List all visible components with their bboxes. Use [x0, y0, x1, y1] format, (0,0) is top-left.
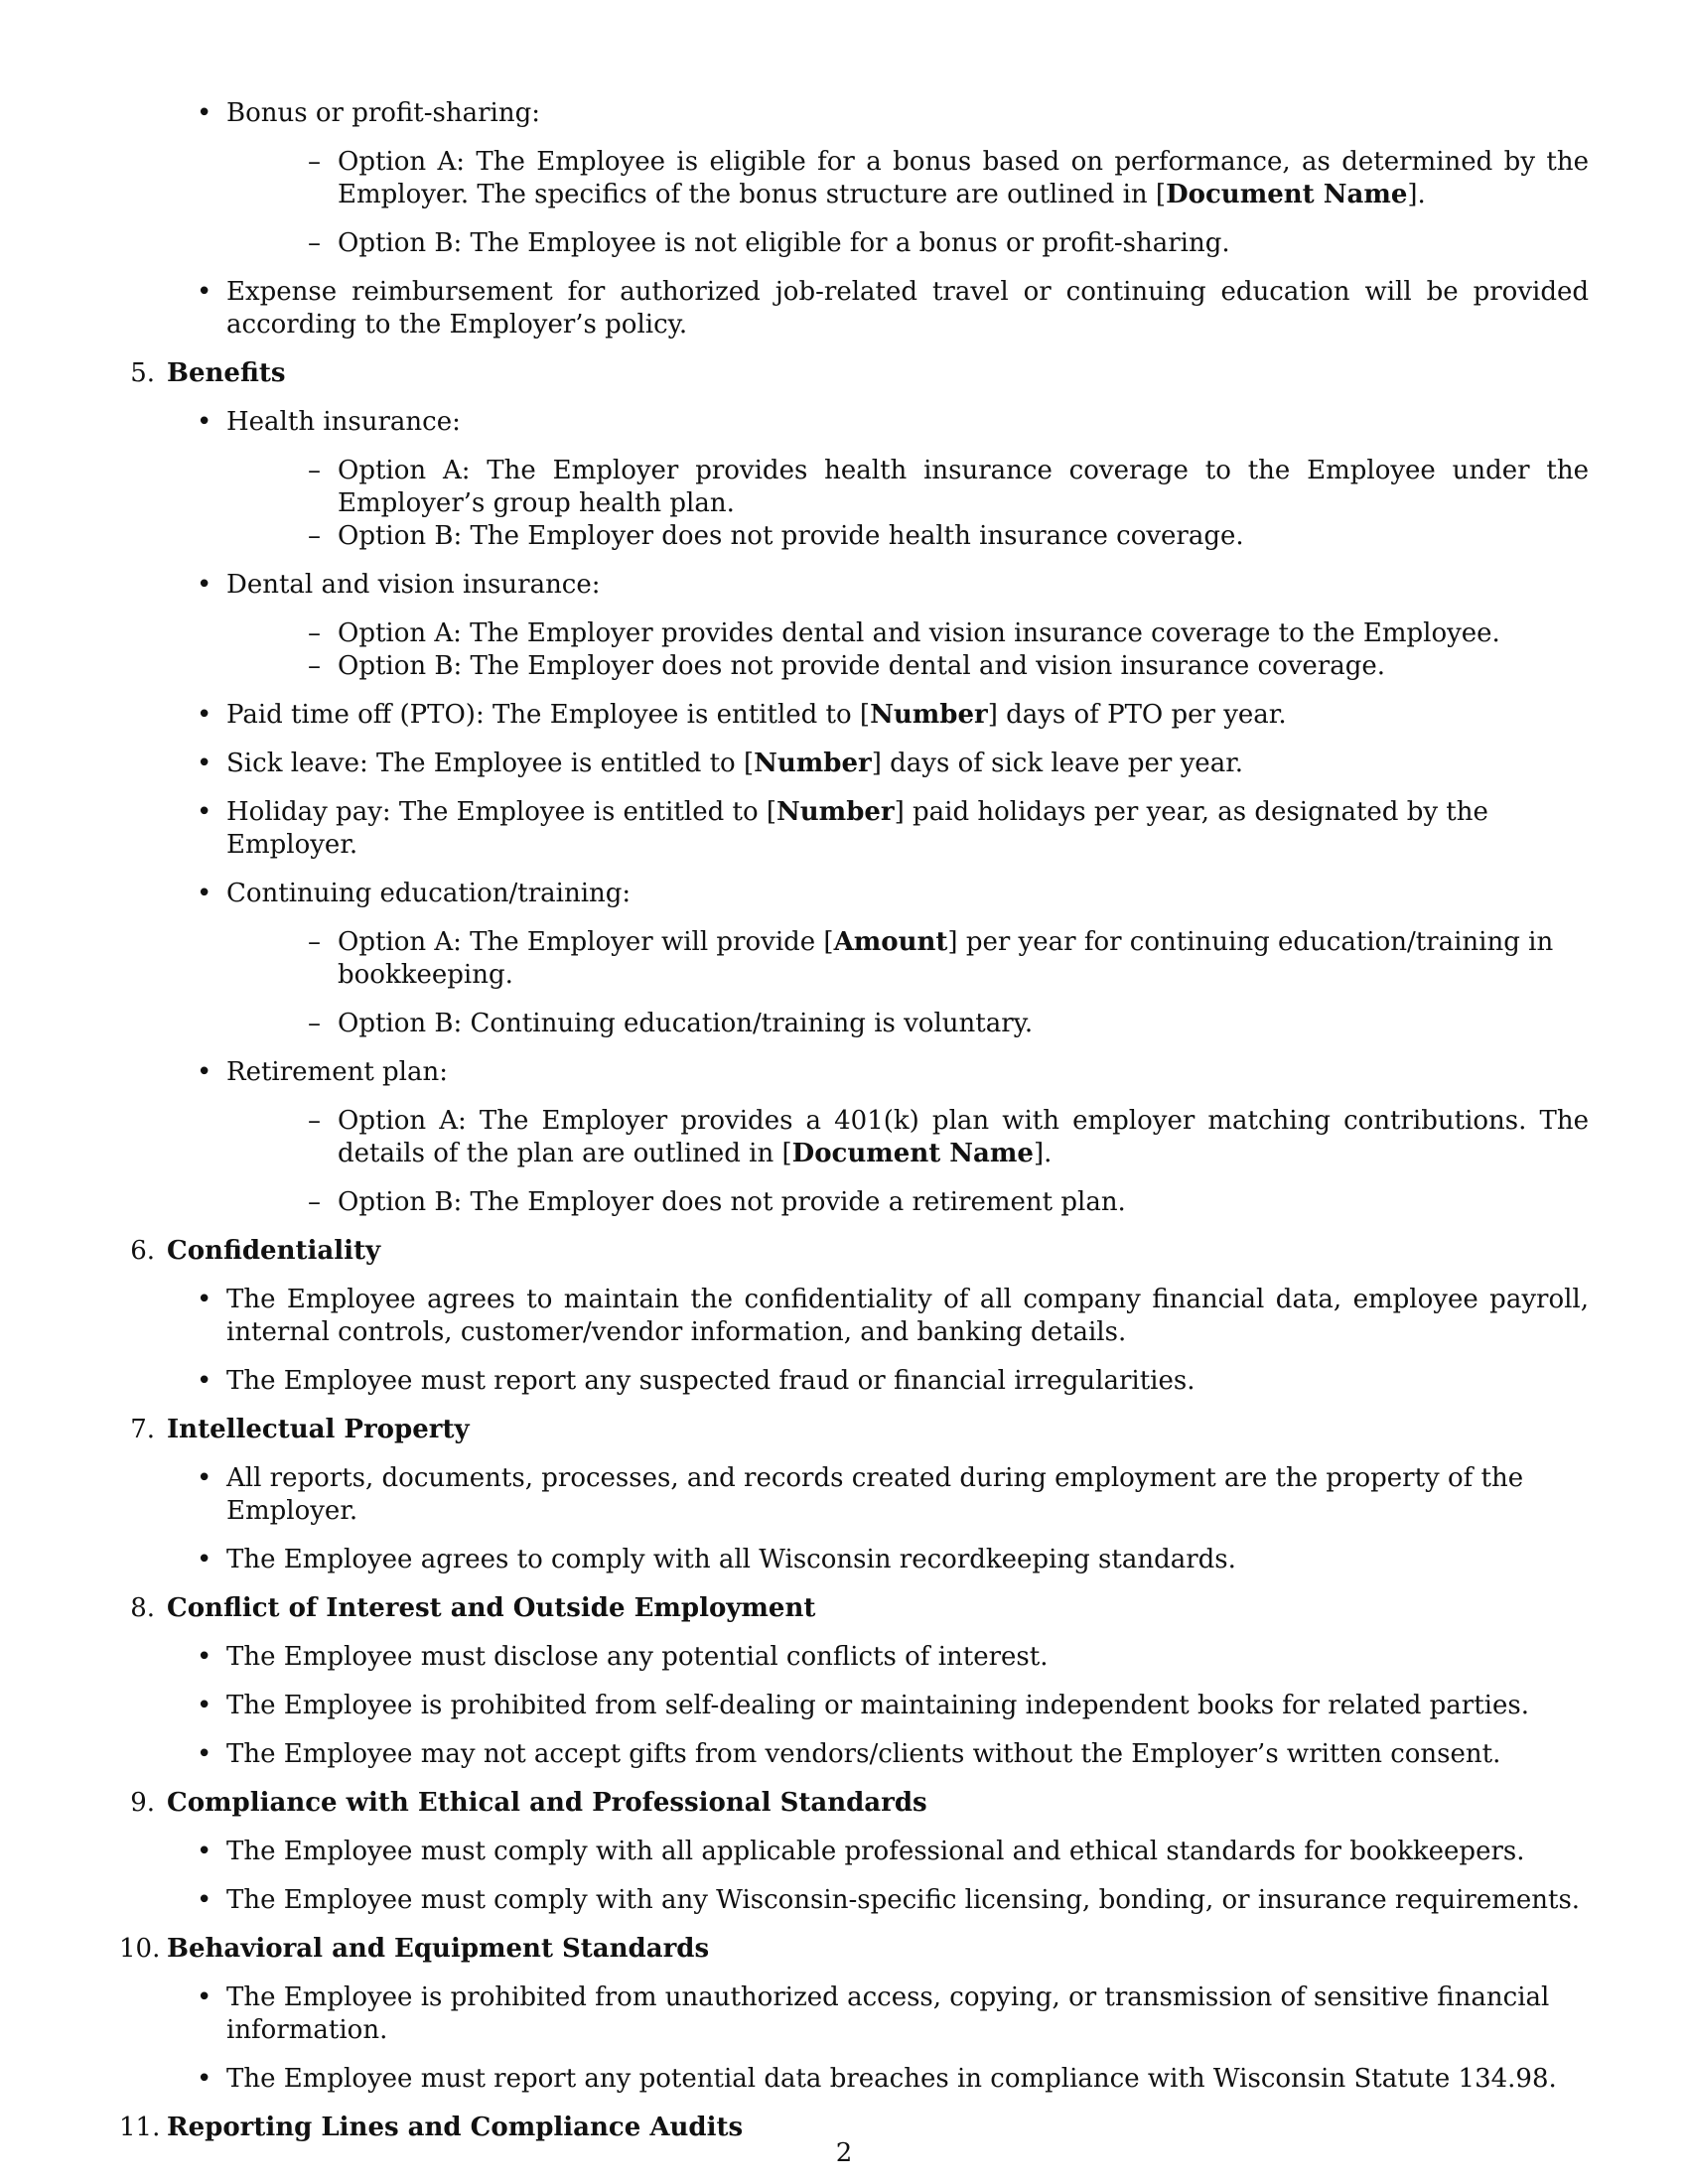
- bonus-option-b: – Option B: The Employee is not eligible for a bonus or profit-sharing.: [226, 227, 1589, 260]
- section-5: [119, 357, 1589, 1219]
- section-title: Conflict of Interest and Outside Employment: [167, 1593, 816, 1623]
- ce-option-a: – Option A: The Employer will provide [Amount] per year for continuing education/training in bookkeeping.: [226, 926, 1589, 992]
- list-item-expense: • Expense reimbursement for authorized job-related travel or continuing education will be provided according to the Employer’s policy.: [167, 276, 1589, 341]
- retirement-option-a: – Option A: The Employer provides a 401(k) plan with employer matching contributions. The details of the plan are outlined in [Document Name].: [226, 1105, 1589, 1170]
- retirement-option-b: – Option B: The Employer does not provide a retirement plan.: [226, 1186, 1589, 1219]
- list-item: • The Employee must disclose any potential conflicts of interest.: [167, 1641, 1589, 1674]
- list-item-sick-leave: • Sick leave: The Employee is entitled to [Number] days of sick leave per year.: [167, 748, 1589, 780]
- list-item: • The Employee is prohibited from self-dealing or maintaining independent books for related parties.: [167, 1690, 1589, 1722]
- bonus-label: Bonus or profit-sharing:: [226, 98, 540, 128]
- section-9: [119, 1787, 1589, 1917]
- list-item-health: • Health insurance: – Option A: The Employer provides health insurance coverage to the Employee under the Employer’s group health plan. – Option B: The Employer does not provide health insurance coverage.: [167, 406, 1589, 553]
- section-6: [119, 1235, 1589, 1398]
- list-item-continuing-education: • Continuing education/training: – Option A: The Employer will provide [Amount] per year for continuing education/training in bookkeeping. – Option B: Continuing education/training is voluntary.: [167, 878, 1589, 1040]
- section-title: Confidentiality: [167, 1236, 381, 1266]
- list-item: • The Employee is prohibited from unauthorized access, copying, or transmission of sensitive financial information.: [167, 1981, 1589, 2047]
- list-item: • The Employee must comply with any Wisconsin-specific licensing, bonding, or insurance requirements.: [167, 1884, 1589, 1917]
- bonus-options: [226, 146, 1589, 260]
- section-number: 7.: [130, 1415, 155, 1444]
- section-title: Behavioral and Equipment Standards: [167, 1934, 710, 1964]
- section-title: Compliance with Ethical and Professional Standards: [167, 1788, 927, 1818]
- bonus-option-a: – Option A: The Employee is eligible for a bonus based on performance, as determined by the Employer. The specifics of the bonus structure are outlined in [Document Name].: [226, 146, 1589, 211]
- section-7: [119, 1414, 1589, 1576]
- list-item-bonus: [167, 97, 1589, 260]
- health-option-a: – Option A: The Employer provides health insurance coverage to the Employee under the Employer’s group health plan.: [226, 455, 1589, 520]
- list-item: • The Employee may not accept gifts from vendors/clients without the Employer’s written consent.: [167, 1738, 1589, 1771]
- section-4-continued: [119, 97, 1589, 341]
- section-number: 11.: [119, 2113, 161, 2142]
- ce-option-b: – Option B: Continuing education/training is voluntary.: [226, 1008, 1589, 1040]
- section-number: 6.: [130, 1236, 155, 1266]
- list-item: • The Employee agrees to maintain the confidentiality of all company financial data, employee payroll, internal controls, customer/vendor information, and banking details.: [167, 1284, 1589, 1349]
- dental-option-b: – Option B: The Employer does not provide dental and vision insurance coverage.: [226, 650, 1589, 683]
- list-item-retirement: • Retirement plan: – Option A: The Employer provides a 401(k) plan with employer matching contributions. The details of the plan are outlined in [Document Name]. – Option B: The Employer does not provide a retirement plan.: [167, 1056, 1589, 1219]
- list-item: • The Employee must comply with all applicable professional and ethical standards for bookkeepers.: [167, 1836, 1589, 1868]
- section-number: 9.: [130, 1788, 155, 1818]
- dental-option-a: – Option A: The Employer provides dental and vision insurance coverage to the Employee.: [226, 617, 1589, 650]
- list-item: • The Employee must report any suspected fraud or financial irregularities.: [167, 1365, 1589, 1398]
- page-number: 2: [835, 2138, 853, 2168]
- section-number: 10.: [119, 1934, 161, 1964]
- list-item: • All reports, documents, processes, and records created during employment are the property of the Employer.: [167, 1462, 1589, 1528]
- section-8: [119, 1592, 1589, 1771]
- list-item-pto: • Paid time off (PTO): The Employee is entitled to [Number] days of PTO per year.: [167, 699, 1589, 732]
- section-title: Reporting Lines and Compliance Audits: [167, 2113, 744, 2142]
- section-number: 8.: [130, 1593, 155, 1623]
- health-option-b: – Option B: The Employer does not provide health insurance coverage.: [226, 520, 1589, 553]
- list-item: • The Employee agrees to comply with all Wisconsin recordkeeping standards.: [167, 1544, 1589, 1576]
- list-item: • The Employee must report any potential data breaches in compliance with Wisconsin Statute 134.98.: [167, 2063, 1589, 2096]
- section-title: Benefits: [167, 358, 286, 388]
- section-title: Intellectual Property: [167, 1415, 470, 1444]
- document-body: [119, 97, 1589, 2160]
- list-item-holiday: • Holiday pay: The Employee is entitled to [Number] paid holidays per year, as designated by the Employer.: [167, 796, 1589, 862]
- section-10: [119, 1933, 1589, 2096]
- section-number: 5.: [130, 358, 155, 388]
- list-item-dental: • Dental and vision insurance: – Option A: The Employer provides dental and vision insurance coverage to the Employee. – Option B: The Employer does not provide dental and vision insurance coverage.: [167, 569, 1589, 683]
